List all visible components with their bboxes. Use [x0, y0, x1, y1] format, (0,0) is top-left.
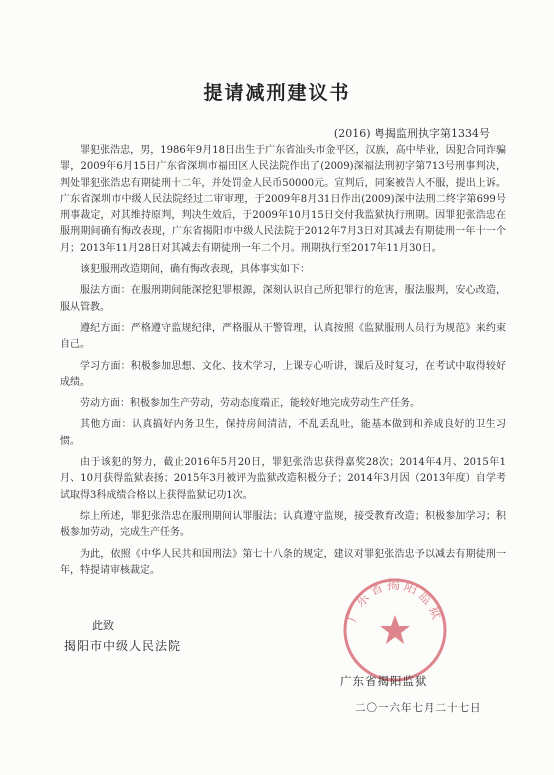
paragraph-facts: 罪犯张浩忠，男，1986年9月18日出生于广东省汕头市金平区，汉族，高中毕业，因犯合同诈骗罪，2009年6月15日广东省深圳市福田区人民法院作出了(2009)深福法刑初字第713号刑事判决，判处罪犯张浩忠有期徒刑十二年，并处罚金人民币50000元。宣判后，同案被告人不服，提出上诉。广东省深圳市中级人民法院经过二审审理，于2009年8月31日作出(2009)深中法刑二终字第699号刑事裁定，对其维持原判，判决生效后，于2009年10月15日交付我监狱执行刑期。因罪犯张浩忠在服刑期间确有悔改表现，广东省揭阳市中级人民法院于2012年7月3日对其减去有期徒刑一年十一个月；2013年11月28日对其减去有期徒刑一年二个月。刑期执行至2017年11月30日。: [60, 145, 506, 254]
signature-organization: 广东省揭阳监狱: [340, 674, 428, 688]
signature-date: 二〇一六年七月二十七日: [355, 702, 482, 714]
paragraph-awards: 由于该犯的努力，截止2016年5月20日，罪犯张浩忠获得嘉奖28次；2014年4月、2015年1月、10月获得监狱表扬；2015年3月被评为监狱改造积极分子；2014年3月因（2013年度）自学考试取得3科成绩合格以上获得监狱记功1次。: [60, 457, 506, 501]
seal-text: 广东省揭阳监狱: [345, 578, 445, 625]
paragraph-labor: 劳动方面：积极参加生产劳动，劳动态度端正，能较好地完成劳动生产任务。: [80, 398, 420, 410]
official-seal-icon: [340, 575, 450, 685]
document-title: 提请减刑建议书: [203, 82, 351, 104]
document-body: [60, 143, 506, 579]
paragraph-law-abiding: 服法方面：在服刑期间能深挖犯罪根源，深刻认识自己所犯罪行的危害，服法服判，安心改造，服从管教。: [60, 285, 506, 313]
paragraph-summary: 综上所述，罪犯张浩忠在服刑期间认罪服法；认真遵守监规，接受教育改造；积极参加学习；积极参加劳动，完成生产任务。: [60, 510, 506, 539]
recipient-court: 揭阳市中级人民法院: [64, 639, 182, 653]
paragraph-other: 其他方面：认真搞好内务卫生，保持房间清洁，不乱丢乱吐，能基本做到和养成良好的卫生习惯。: [60, 419, 506, 447]
paragraph-discipline: 遵纪方面：严格遵守监规纪律，严格服从干警管理，认真按照《监狱服刑人员行为规范》来约束自己。: [60, 322, 506, 351]
closing-salutation: 此致: [92, 619, 114, 632]
paragraph-recommendation: 为此，依照《中华人民共和国刑法》第七十八条的规定，建议对罪犯张浩忠予以减去有期徒刑一年，特提请审核裁定。: [60, 548, 506, 576]
seal-star-icon: [380, 615, 410, 644]
paragraph-study: 学习方面：积极参加思想、文化、技术学习，上课专心听讲，课后及时复习，在考试中取得较好成绩。: [60, 360, 506, 388]
paragraph-intro: 该犯服刑改造期间，确有悔改表现，具体事实如下：: [80, 264, 310, 276]
document-number: (2016) 粤揭监刑执字第1334号: [333, 127, 490, 140]
